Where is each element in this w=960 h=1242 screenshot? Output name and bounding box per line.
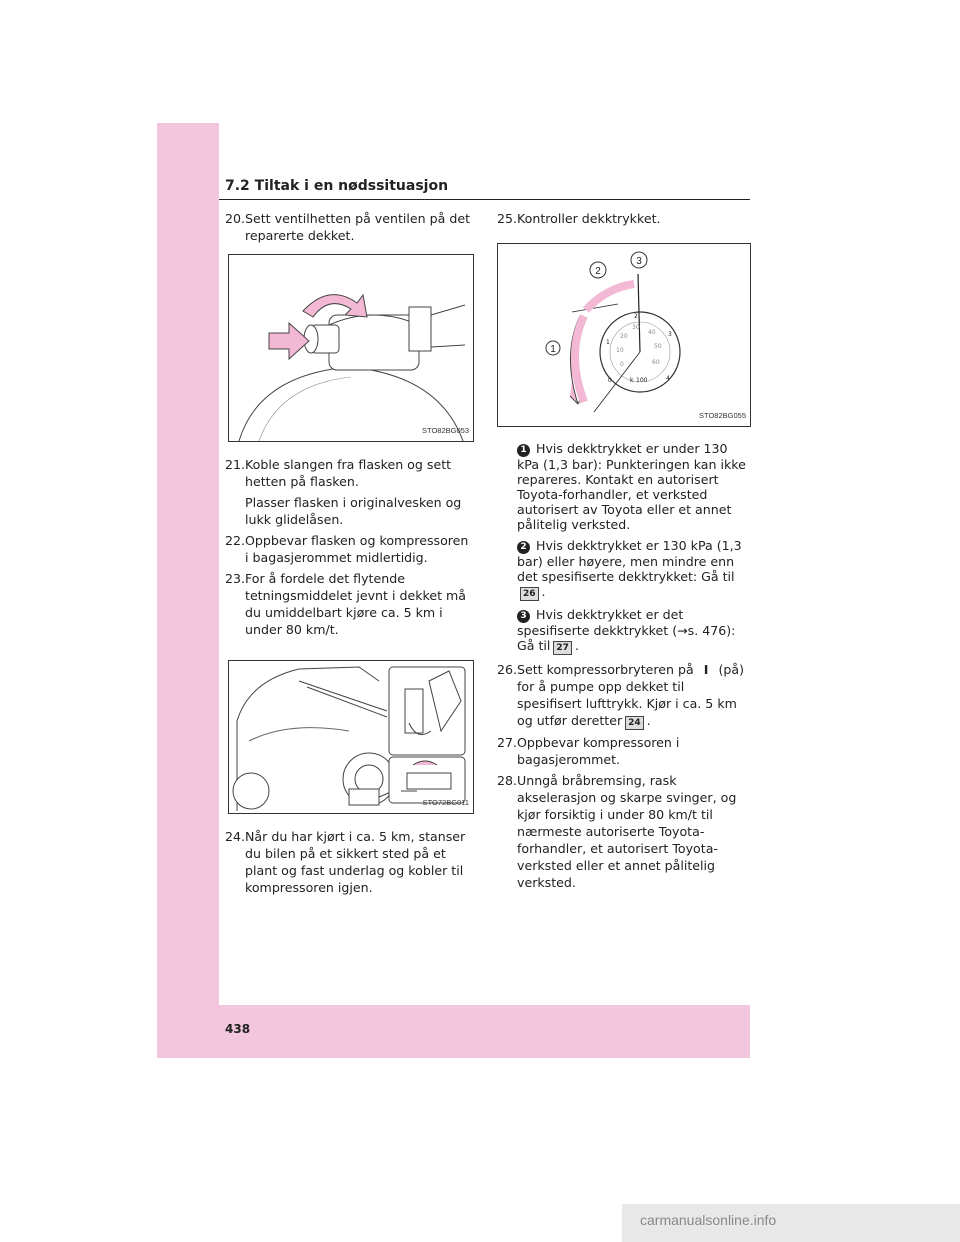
sidebar-band bbox=[157, 123, 219, 1058]
step-text: For å fordele det flytende tetningsmiddelet jevnt i dekket må du umiddelbart kjøre ca. 5 km i under 80 km/t. bbox=[245, 571, 467, 637]
step-24 bbox=[225, 828, 475, 896]
bar-tick-2: 2 bbox=[634, 313, 638, 320]
valve-cap-drawing bbox=[229, 255, 473, 441]
step-number: 22. bbox=[225, 533, 246, 548]
step-number: 21. bbox=[225, 457, 246, 472]
bar-tick-4: 4 bbox=[666, 375, 670, 382]
step-number: 28. bbox=[497, 773, 518, 788]
pressure-gauge-illustration bbox=[497, 243, 751, 427]
step-number: 26. bbox=[497, 662, 518, 677]
car-compressor-drawing bbox=[229, 661, 473, 813]
note-text: Hvis dekktrykket er det spesifiserte dekktrykket (→s. 476): Gå til bbox=[517, 607, 736, 653]
gauge-unit-100: 100 bbox=[636, 377, 648, 384]
step-text: Oppbevar kompressoren i bagasjerommet. bbox=[517, 735, 680, 767]
kpa-tick-10: 10 bbox=[616, 347, 624, 354]
step-reference: 27 bbox=[553, 641, 572, 655]
kpa-tick-0: 0 bbox=[620, 361, 624, 368]
step-22 bbox=[225, 532, 475, 566]
circled-number: 1 bbox=[517, 444, 530, 457]
kpa-tick-40: 40 bbox=[648, 329, 656, 336]
note-1 bbox=[497, 441, 749, 532]
step-number: 24. bbox=[225, 829, 246, 844]
figure-code: STO72BG011 bbox=[422, 798, 469, 807]
watermark-text: carmanualsonline.info bbox=[640, 1212, 777, 1228]
step-number: 27. bbox=[497, 735, 518, 750]
step-number: 23. bbox=[225, 571, 246, 586]
bar-tick-0: 0 bbox=[608, 377, 612, 384]
gauge-label-1: 1 bbox=[550, 344, 556, 355]
step-text: Kontroller dekktrykket. bbox=[517, 211, 661, 226]
bar-tick-1: 1 bbox=[606, 339, 610, 346]
circled-number: 3 bbox=[517, 610, 530, 623]
step-28 bbox=[497, 772, 749, 891]
step-20 bbox=[225, 210, 475, 244]
note-end: . bbox=[541, 584, 546, 599]
bar-tick-3: 3 bbox=[668, 331, 672, 338]
valve-cap-illustration bbox=[228, 254, 474, 442]
step-text: Oppbevar flasken og kompressoren i bagasjerommet midlertidig. bbox=[245, 533, 469, 565]
step-25 bbox=[497, 210, 749, 227]
header-rule bbox=[219, 199, 750, 200]
step-text: Når du har kjørt i ca. 5 km, stanser du bilen på et sikkert sted på et plant og fast underlag og kobler til kompressoren igjen. bbox=[245, 829, 466, 895]
figure-code: STO82BG055 bbox=[699, 411, 746, 420]
step-text-continued: (på) for å pumpe opp dekket til spesifisert lufttrykk. Kjør i ca. 5 km og utfør deretter bbox=[517, 662, 745, 728]
gauge-unit-mark: k bbox=[630, 377, 634, 384]
note-text: Hvis dekktrykket er under 130 kPa (1,3 bar): Punkteringen kan ikke repareres. Kontakt en autorisert Toyota-forhandler, et verksted autorisert av Toyota eller et annet pålitelig verksted. bbox=[517, 441, 746, 532]
step-27 bbox=[497, 734, 749, 768]
note-3 bbox=[497, 607, 749, 655]
figure-code: STO82BG053 bbox=[422, 426, 469, 435]
note-end: . bbox=[574, 638, 579, 653]
step-reference: 24 bbox=[625, 716, 644, 730]
step-number: 25. bbox=[497, 211, 518, 226]
page-number: 438 bbox=[225, 1022, 251, 1036]
right-column bbox=[497, 210, 749, 895]
step-text: Koble slangen fra flasken og sett hetten på flasken. bbox=[245, 457, 452, 489]
kpa-tick-60: 60 bbox=[652, 359, 660, 366]
step-23 bbox=[225, 570, 475, 638]
kpa-tick-30: 30 bbox=[632, 324, 640, 331]
step-21 bbox=[225, 456, 475, 490]
gauge-label-3: 3 bbox=[636, 256, 642, 267]
kpa-tick-20: 20 bbox=[620, 333, 628, 340]
step-text: Unngå bråbremsing, rask akselerasjon og skarpe svinger, og kjør forsiktig i under 80 km/t til nærmeste autoriserte Toyota-forhandler, et autorisert Toyota-verksted eller et annet pålitelig verksted. bbox=[517, 773, 737, 890]
switch-symbol: I bbox=[703, 662, 709, 677]
step-reference: 26 bbox=[520, 587, 539, 601]
gauge-label-2: 2 bbox=[595, 266, 601, 277]
step-end: . bbox=[646, 713, 651, 728]
kpa-tick-50: 50 bbox=[654, 343, 662, 350]
circled-number: 2 bbox=[517, 541, 530, 554]
left-column bbox=[225, 210, 475, 900]
section-title: 7.2 Tiltak i en nødssituasjon bbox=[225, 178, 449, 194]
step-text: Sett ventilhetten på ventilen på det reparerte dekket. bbox=[245, 211, 471, 243]
pressure-gauge-drawing bbox=[498, 244, 750, 426]
step-number: 20. bbox=[225, 211, 246, 226]
step-21-note: Plasser flasken i originalvesken og lukk glidelåsen. bbox=[245, 495, 462, 527]
step-26 bbox=[497, 661, 749, 730]
note-text: Hvis dekktrykket er 130 kPa (1,3 bar) eller høyere, men mindre enn det spesifiserte dekktrykket: Gå til bbox=[517, 538, 742, 584]
note-2 bbox=[497, 538, 749, 601]
car-compressor-illustration bbox=[228, 660, 474, 814]
step-text: Sett kompressorbryteren på bbox=[517, 662, 694, 677]
